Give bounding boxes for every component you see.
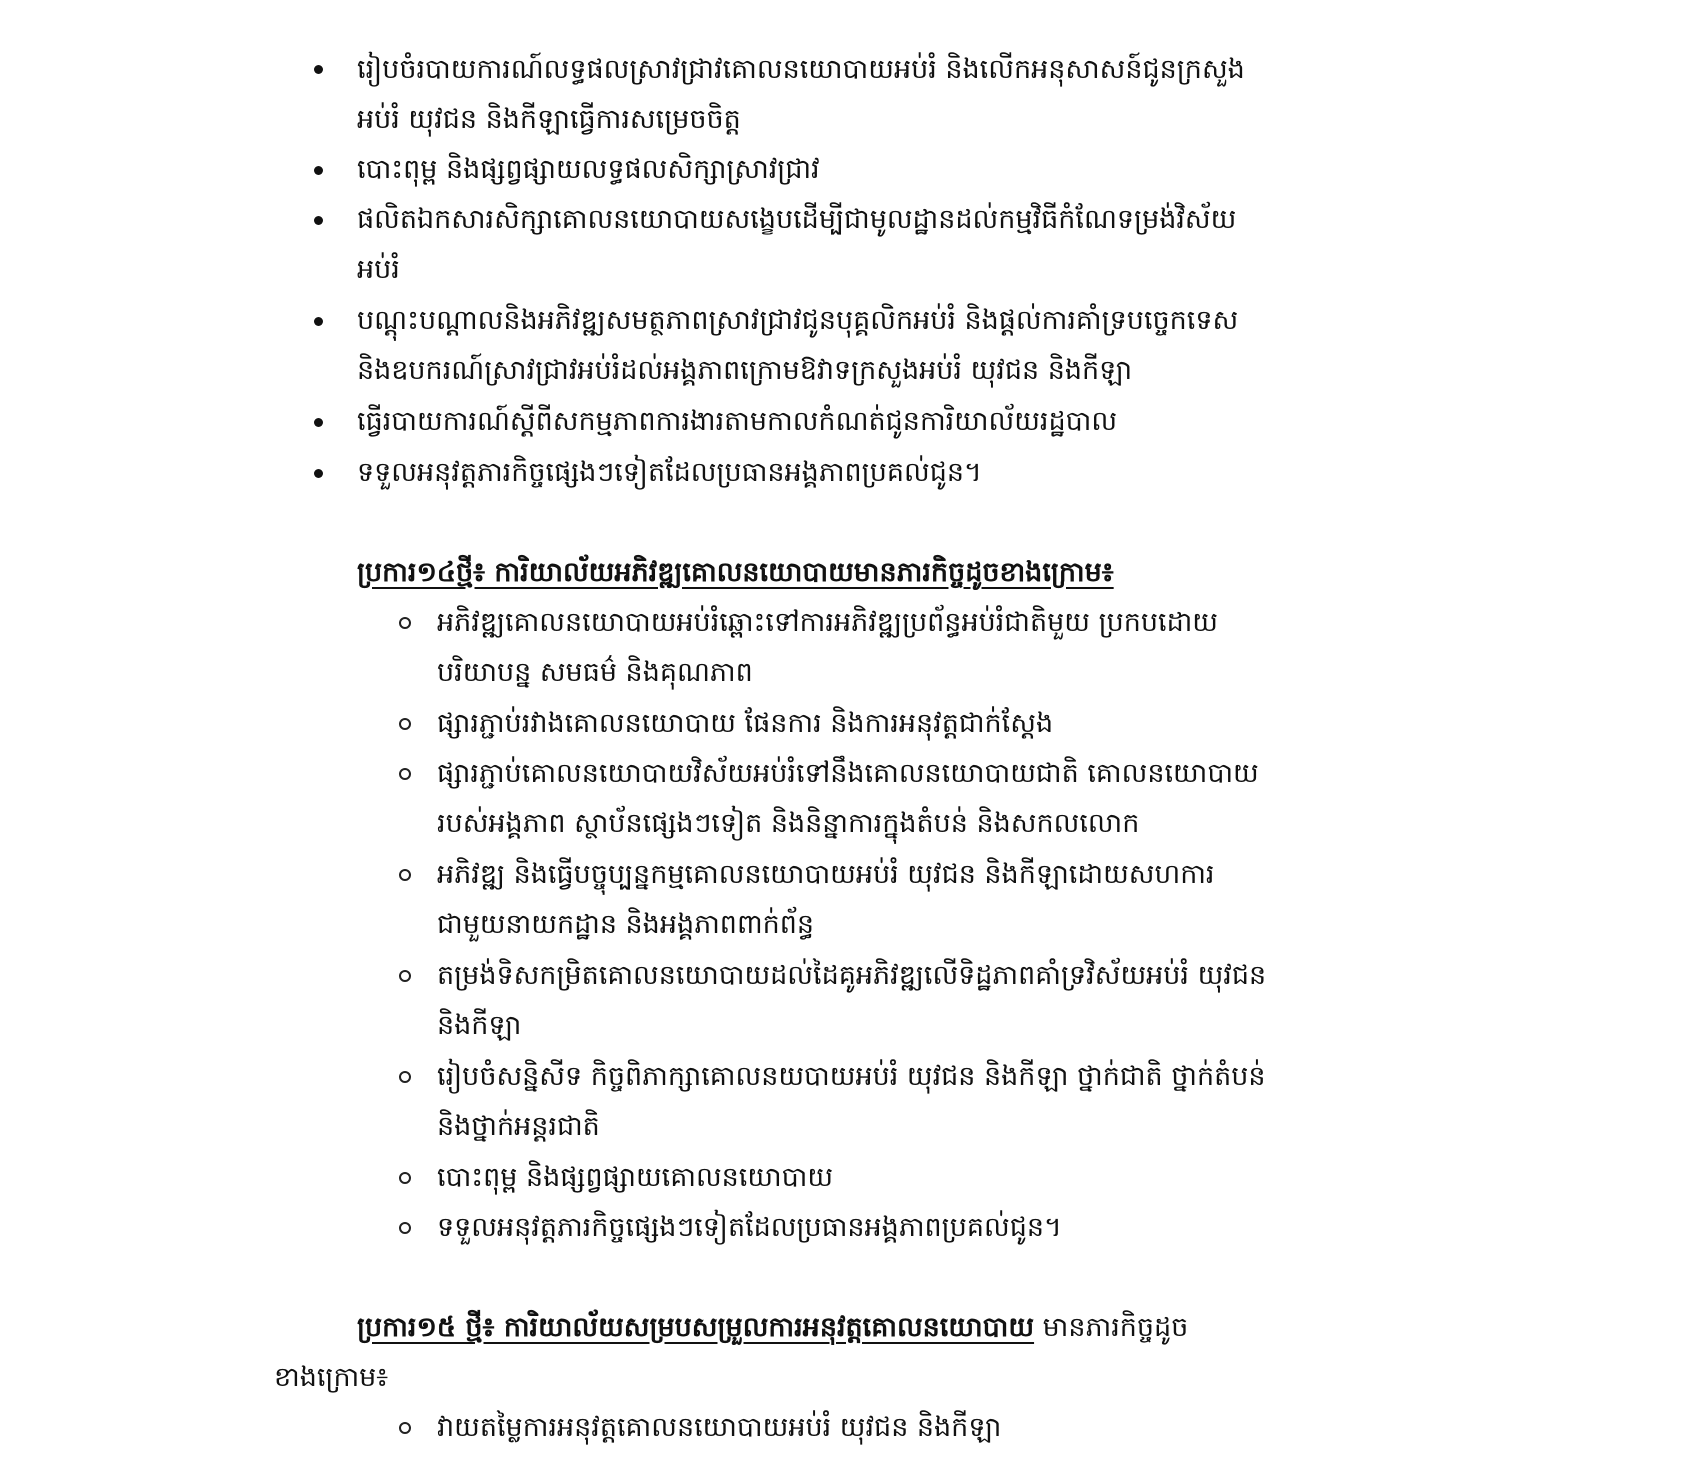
article-15-heading [357, 1308, 1188, 1348]
bullet-marker [314, 65, 323, 74]
circle-marker [399, 617, 411, 629]
list-item-line: ជាមួយនាយកដ្ឋាន និងអង្គភាពពាក់ព័ន្ធ [437, 909, 815, 940]
list-item-line: វាយតម្លៃការអនុវត្តគោលនយោបាយអប់រំ យុវជន និងកីឡា [437, 1412, 1002, 1443]
bullet-marker [314, 418, 323, 427]
list-item-line: ផ្សារភ្ជាប់គោលនយោបាយវិស័យអប់រំទៅនឹងគោលនយោបាយជាតិ គោលនយោបាយ [437, 758, 1259, 789]
circle-marker [399, 1071, 411, 1083]
article-14-heading-text: ប្រការ១៤ថ្មី៖ ការិយាល័យអភិវឌ្ឍគោលនយោបាយមានភារកិច្ចដូចខាងក្រោម៖ [357, 557, 1114, 588]
circle-marker [399, 718, 411, 730]
circle-marker [399, 1172, 411, 1184]
bullet-marker [314, 469, 323, 478]
list-item-line: អប់រំ យុវជន និងកីឡាធ្វើការសម្រេចចិត្ត [357, 104, 741, 135]
list-item-line: បរិយាបន្ន សមធម៌ និងគុណភាព [437, 657, 753, 688]
list-item-line: រៀបចំរបាយការណ៍លទ្ធផលស្រាវជ្រាវគោលនយោបាយអប់រំ និងលើកអនុសាសន៍ជូនក្រសួង [357, 54, 1245, 85]
circle-marker [399, 1222, 411, 1234]
list-item-line: អភិវឌ្ឍ និងធ្វើបច្ចុប្បន្នកម្មគោលនយោបាយអប់រំ យុវជន និងកីឡាដោយសហការ [437, 859, 1215, 890]
article-14-heading [357, 553, 1114, 593]
circle-marker [399, 1422, 411, 1434]
list-item-line: អប់រំ [357, 254, 400, 285]
circle-marker [399, 768, 411, 780]
list-item-line: ទទួលអនុវត្តភារកិច្ចផ្សេងៗទៀតដែលប្រធានអង្គភាពប្រគល់ជូន។ [357, 457, 982, 488]
list-item-line: រៀបចំសន្និសីទ កិច្ចពិភាក្សាគោលនយបាយអប់រំ យុវជន និងកីឡា ថ្នាក់ជាតិ ថ្នាក់តំបន់ [437, 1061, 1266, 1092]
list-item-line: និងឧបករណ៍ស្រាវជ្រាវអប់រំដល់អង្គភាពក្រោមឱវាទក្រសួងអប់រំ យុវជន និងកីឡា [357, 355, 1133, 386]
list-item-line: ទទួលអនុវត្តភារកិច្ចផ្សេងៗទៀតដែលប្រធានអង្គភាពប្រគល់ជូន។ [437, 1212, 1062, 1243]
list-item-line: បណ្តុះបណ្តាលនិងអភិវឌ្ឍសមត្ថភាពស្រាវជ្រាវជូនបុគ្គលិកអប់រំ និងផ្តល់ការគាំទ្របច្ចេកទេស [357, 305, 1239, 336]
list-item-line: បោះពុម្ព និងផ្សព្វផ្សាយគោលនយោបាយ [437, 1162, 834, 1193]
bullet-marker [314, 317, 323, 326]
list-item-line: របស់អង្គភាព ស្ថាប័នផ្សេងៗទៀត និងនិន្នាការក្នុងតំបន់ និងសកលលោក [437, 808, 1140, 839]
list-item-line: អភិវឌ្ឍគោលនយោបាយអប់រំឆ្ពោះទៅការអភិវឌ្ឍប្រព័ន្ធអប់រំជាតិមួយ ប្រកបដោយ [437, 607, 1219, 638]
bullet-marker [314, 166, 323, 175]
list-item-line: ផ្សារភ្ជាប់រវាងគោលនយោបាយ ផែនការ និងការអនុវត្តជាក់ស្តែង [437, 708, 1054, 739]
list-item-line: បោះពុម្ព និងផ្សព្វផ្សាយលទ្ធផលសិក្សាស្រាវជ្រាវ [357, 154, 820, 185]
list-item-line: ធ្វើរបាយការណ៍ស្តីពីសកម្មភាពការងារតាមកាលកំណត់ជូនការិយាល័យរដ្ឋបាល [357, 406, 1118, 437]
list-item-line: និងថ្នាក់អន្តរជាតិ [437, 1111, 600, 1142]
circle-marker [399, 869, 411, 881]
circle-marker [399, 970, 411, 982]
bullet-marker [314, 216, 323, 225]
list-item-line: ផលិតឯកសារសិក្សាគោលនយោបាយសង្ខេបដើម្បីជាមូលដ្ឋានដល់កម្មវិធីកំណែទម្រង់វិស័យ [357, 204, 1237, 235]
list-item-line: តម្រង់ទិសកម្រិតគោលនយោបាយដល់ដៃគូអភិវឌ្ឍលើទិដ្ឋភាពគាំទ្រវិស័យអប់រំ យុវជន [437, 960, 1267, 991]
article-15-heading-continued: ខាងក្រោម៖ [274, 1362, 389, 1393]
article-15-heading-bold: ប្រការ១៥ ថ្មី៖ ការិយាល័យសម្របសម្រួលការអនុវត្តគោលនយោបាយ [357, 1312, 1035, 1343]
article-15-heading-tail: មានភារកិច្ចដូច [1034, 1312, 1189, 1343]
list-item-line: និងកីឡា [437, 1010, 522, 1041]
